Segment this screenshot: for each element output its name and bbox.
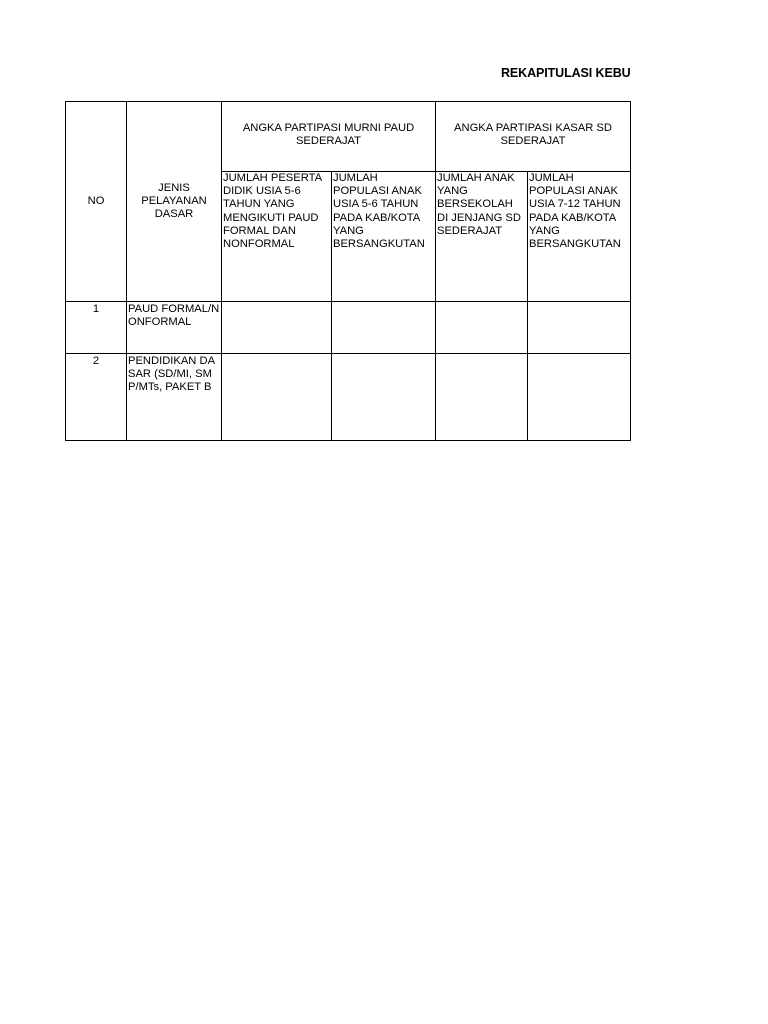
header-row-top: [66, 102, 631, 172]
row-cell: [436, 302, 528, 354]
row-cell: [528, 302, 631, 354]
row-cell: [222, 354, 332, 441]
row-no: 1: [66, 302, 127, 354]
row-cell: [332, 302, 436, 354]
header-jenis-pelayanan: JENIS PELAYANAN DASAR: [127, 102, 222, 302]
header-apk-populasi: JUMLAH POPULASI ANAK USIA 7-12 TAHUN PADA KAB/KOTA YANG BERSANGKUTAN: [528, 172, 631, 302]
document-title: REKAPITULASI KEBU: [501, 66, 631, 80]
table-row: [66, 302, 631, 354]
row-cell: [528, 354, 631, 441]
row-jenis: PAUD FORMAL/NONFORMAL: [127, 302, 222, 354]
row-no: 2: [66, 354, 127, 441]
row-cell: [222, 302, 332, 354]
header-apm-populasi: JUMLAH POPULASI ANAK USIA 5-6 TAHUN PADA KAB/KOTA YANG BERSANGKUTAN: [332, 172, 436, 302]
header-group-apm: ANGKA PARTIPASI MURNI PAUD SEDERAJAT: [222, 102, 436, 172]
row-cell: [332, 354, 436, 441]
row-jenis: PENDIDIKAN DASAR (SD/MI, SMP/MTs, PAKET B: [127, 354, 222, 441]
recap-table: [65, 101, 631, 441]
header-apm-peserta: JUMLAH PESERTA DIDIK USIA 5-6 TAHUN YANG MENGIKUTI PAUD FORMAL DAN NONFORMAL: [222, 172, 332, 302]
table-row: [66, 354, 631, 441]
header-group-apk: ANGKA PARTIPASI KASAR SD SEDERAJAT: [436, 102, 631, 172]
header-apk-bersekolah: JUMLAH ANAK YANG BERSEKOLAH DI JENJANG SD SEDERAJAT: [436, 172, 528, 302]
header-no: NO: [66, 102, 127, 302]
row-cell: [436, 354, 528, 441]
